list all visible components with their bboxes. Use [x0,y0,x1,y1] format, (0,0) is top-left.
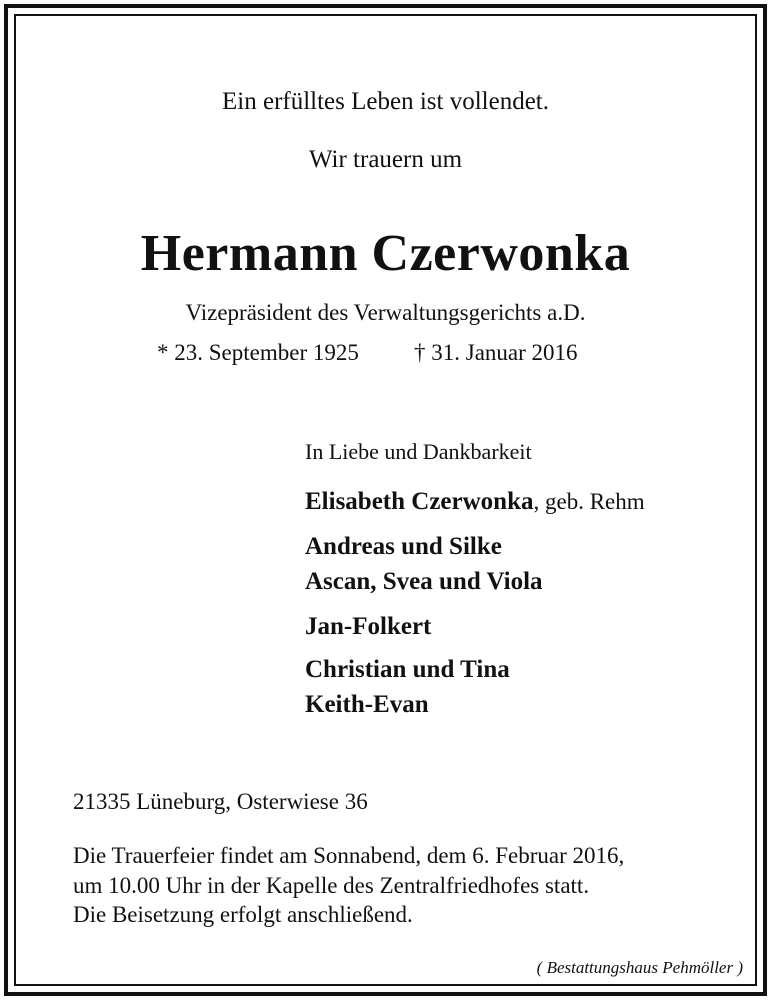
death-date: † 31. Januar 2016 [414,340,578,365]
family-address: 21335 Lüneburg, Osterwiese 36 [73,789,368,814]
family-member: Andreas und Silke [305,533,502,560]
family-member: Jan-Folkert [305,613,432,640]
family-member: Keith-Evan [305,691,429,718]
family-member: Christian und Tina [305,656,510,683]
deceased-title: Vizepräsident des Verwaltungsgerichts a.D. [185,300,586,325]
funeral-home-credit: ( Bestattungshaus Pehmöller ) [536,958,743,977]
intro-line: Ein erfülltes Leben ist vollendet. [222,88,549,115]
funeral-info-line: Die Beisetzung erfolgt anschließend. [73,902,413,927]
family-member: Ascan, Svea und Viola [305,568,543,595]
wife-maiden-name: , geb. Rehm [533,489,645,514]
wife-name: Elisabeth Czerwonka [305,488,534,515]
mourning-line: Wir trauern um [308,146,463,173]
family-member-wife [305,489,645,514]
funeral-info-line: Die Trauerfeier findet am Sonnabend, dem 6. Februar 2016, [73,843,625,868]
funeral-info-line: um 10.00 Uhr in der Kapelle des Zentralfriedhofes statt. [73,873,590,898]
family-greeting: In Liebe und Dankbarkeit [305,439,532,464]
deceased-name: Hermann Czerwonka [140,225,631,282]
birth-date: * 23. September 1925 [157,340,359,365]
